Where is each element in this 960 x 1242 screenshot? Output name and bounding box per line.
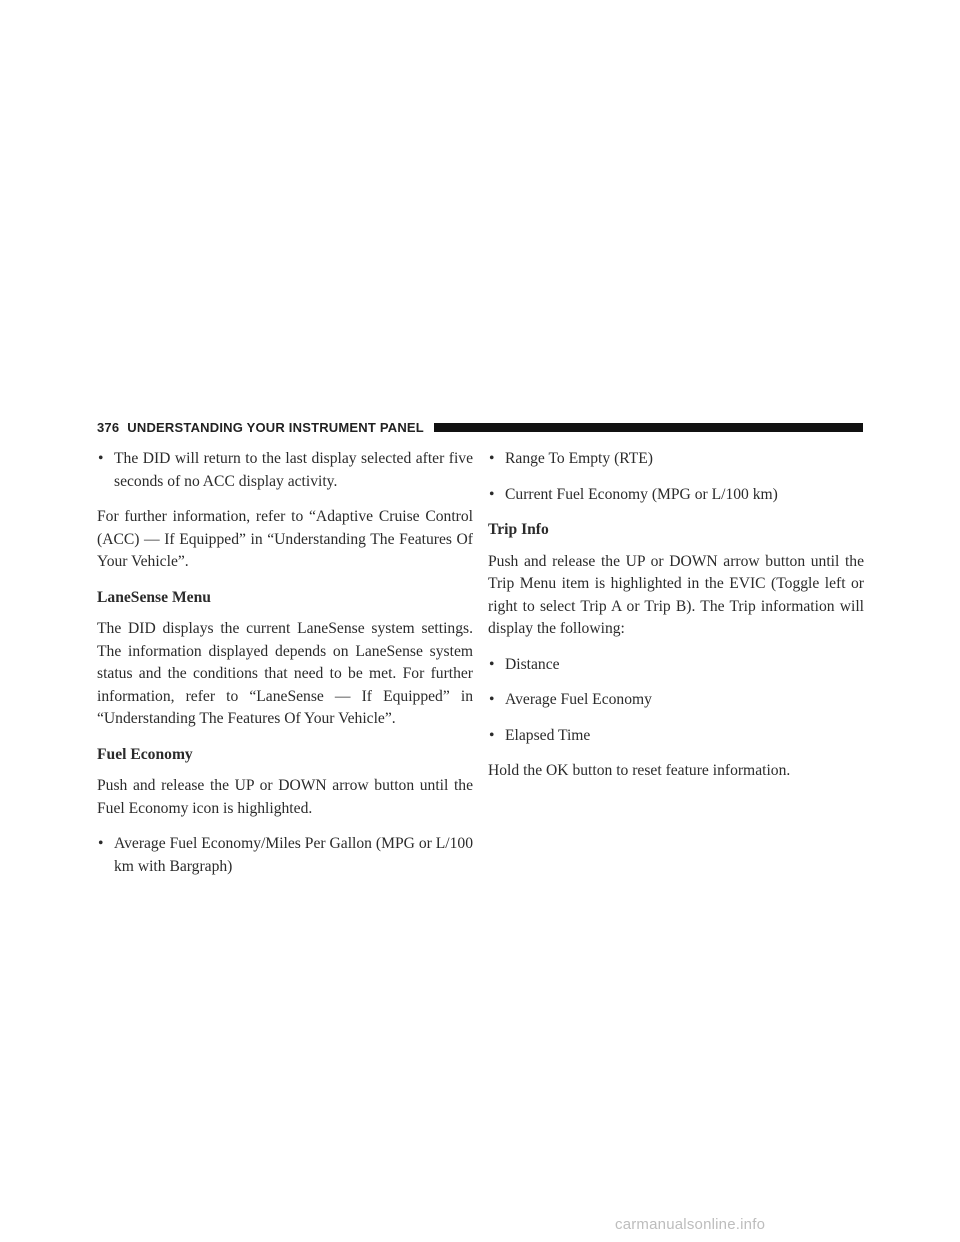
bullet-item-distance	[488, 654, 864, 677]
paragraph-hold-ok: Hold the OK button to reset feature information.	[488, 762, 791, 779]
bullet-dot: •	[489, 485, 495, 503]
bullet-dot: •	[489, 691, 495, 708]
bullet-dot: •	[98, 835, 104, 852]
bullet-dot: •	[489, 655, 495, 673]
paragraph-fuel-economy: Push and release the UP or DOWN arrow button until the Fuel Economy icon is highlighted.	[97, 777, 473, 817]
paragraph-further-acc: For further information, refer to “Adaptive Cruise Control (ACC) — If Equipped” in “Understanding The Features Of Your Vehicle”.	[97, 508, 473, 570]
heading-lanesense-menu: LaneSense Menu	[97, 588, 211, 606]
bullet-item-average-fuel-economy	[488, 689, 864, 712]
bullet-text: Elapsed Time	[505, 726, 591, 744]
bullet-text: Average Fuel Economy/Miles Per Gallon (MPG or L/100 km with Bargraph)	[114, 835, 473, 875]
bullet-item-average-fuel	[97, 833, 473, 878]
bullet-item-current-fuel	[488, 484, 864, 507]
left-column	[97, 448, 473, 891]
heading-fuel-economy: Fuel Economy	[97, 745, 193, 763]
page-number: 376	[97, 419, 120, 435]
bullet-item-did-return	[97, 448, 473, 493]
right-column	[488, 448, 864, 796]
bullet-dot: •	[98, 450, 104, 467]
bullet-text: Range To Empty (RTE)	[505, 450, 653, 467]
bullet-text: Distance	[505, 655, 560, 673]
bullet-item-elapsed-time	[488, 725, 864, 748]
bullet-dot: •	[489, 450, 495, 467]
section-title: UNDERSTANDING YOUR INSTRUMENT PANEL	[127, 419, 424, 435]
paragraph-trip-info: Push and release the UP or DOWN arrow button until the Trip Menu item is highlighted in the EVIC (Toggle left or right to select Trip A or Trip B). The Trip information will display the following:	[488, 552, 864, 637]
watermark: carmanualsonline.info	[615, 1216, 766, 1233]
bullet-text: Average Fuel Economy	[505, 691, 652, 708]
paragraph-lanesense: The DID displays the current LaneSense system settings. The information displayed depends on LaneSense system status and the conditions that need to be met. For further information, refer to “LaneSense — If Equipped” in “Understanding The Features Of Your Vehicle”.	[97, 620, 473, 727]
header-rule	[434, 423, 863, 432]
bullet-text: Current Fuel Economy (MPG or L/100 km)	[505, 485, 778, 503]
bullet-text: The DID will return to the last display selected after five seconds of no ACC display activity.	[114, 450, 473, 490]
bullet-dot: •	[489, 726, 495, 744]
bullet-item-range-to-empty	[488, 448, 864, 471]
page-header	[97, 418, 863, 436]
heading-trip-info: Trip Info	[488, 521, 549, 538]
